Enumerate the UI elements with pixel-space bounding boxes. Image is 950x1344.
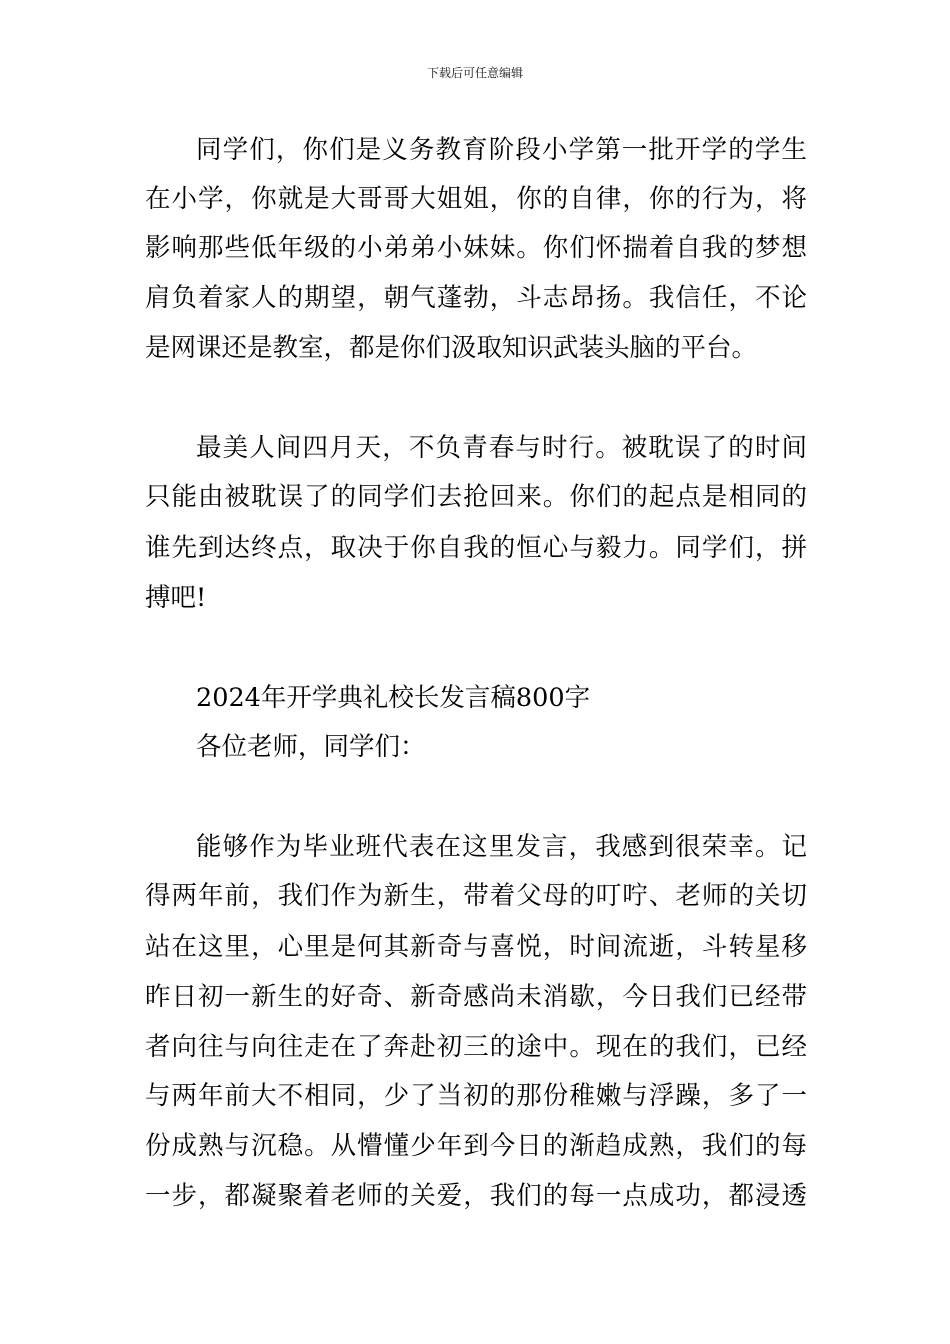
paragraph-3-line-5: 者向往与向往走在了奔赴初三的途中。现在的我们，已经 bbox=[145, 1032, 807, 1062]
speech-title: 2024年开学典礼校长发言稿800字 bbox=[196, 683, 591, 713]
paragraph-1-line-1: 同学们，你们是义务教育阶段小学第一批开学的学生 bbox=[196, 135, 807, 165]
paragraph-2-line-3: 谁先到达终点，取决于你自我的恒心与毅力。同学们，拼 bbox=[145, 533, 807, 563]
paragraph-3-line-1: 能够作为毕业班代表在这里发言，我感到很荣幸。记 bbox=[196, 832, 807, 862]
paragraph-2-line-2: 只能由被耽误了的同学们去抢回来。你们的起点是相同的 bbox=[145, 482, 807, 512]
paragraph-3-line-6: 与两年前大不相同，少了当初的那份稚嫩与浮躁，多了一 bbox=[145, 1081, 807, 1111]
page-header: 下载后可任意编辑 bbox=[426, 66, 523, 80]
paragraph-2-line-1: 最美人间四月天，不负青春与时行。被耽误了的时间 bbox=[196, 433, 807, 463]
paragraph-3-line-4: 昨日初一新生的好奇、新奇感尚未消歇，今日我们已经带 bbox=[145, 982, 807, 1012]
paragraph-3-line-2: 得两年前，我们作为新生，带着父母的叮咛、老师的关切 bbox=[145, 881, 807, 911]
paragraph-1-line-2: 在小学，你就是大哥哥大姐姐，你的自律，你的行为，将 bbox=[145, 184, 807, 214]
paragraph-3-line-8: 一步，都凝聚着老师的关爱，我们的每一点成功，都浸透 bbox=[145, 1181, 807, 1211]
paragraph-3-line-3: 站在这里，心里是何其新奇与喜悦，时间流逝，斗转星移 bbox=[145, 932, 807, 962]
salutation: 各位老师，同学们： bbox=[196, 732, 426, 762]
paragraph-3-line-7: 份成熟与沉稳。从懵懂少年到今日的渐趋成熟，我们的每 bbox=[145, 1131, 807, 1161]
paragraph-1-line-3: 影响那些低年级的小弟弟小妹妹。你们怀揣着自我的梦想 bbox=[145, 233, 807, 263]
paragraph-1-line-5: 是网课还是教室，都是你们汲取知识武装头脑的平台。 bbox=[145, 333, 758, 363]
paragraph-1-line-4: 肩负着家人的期望，朝气蓬勃，斗志昂扬。我信任，不论 bbox=[145, 283, 807, 313]
paragraph-2-line-4: 搏吧! bbox=[145, 583, 207, 613]
